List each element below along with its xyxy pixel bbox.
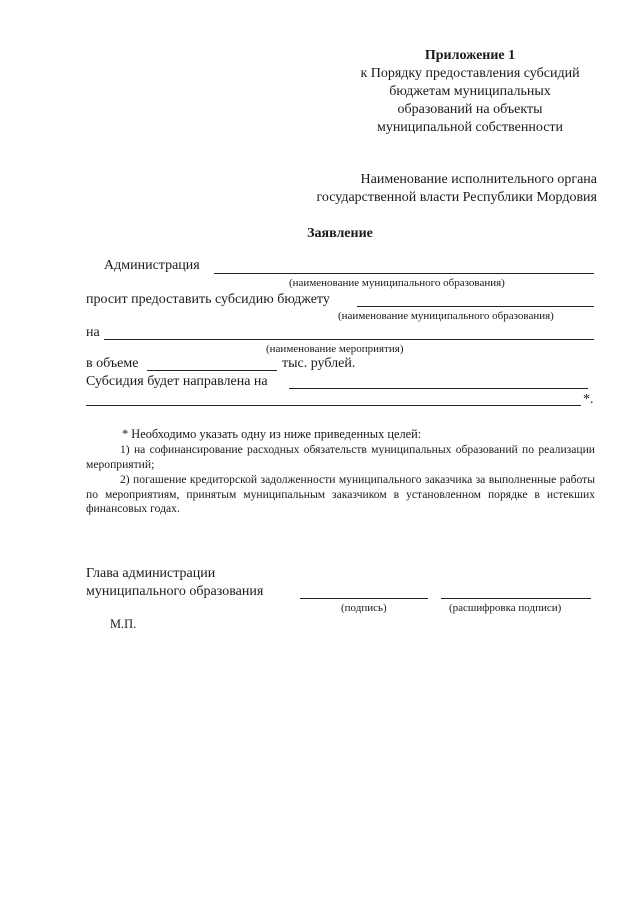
- administration-field-line: [214, 273, 594, 274]
- on-label: на: [86, 325, 100, 340]
- request-label: просит предоставить субсидию бюджету: [86, 292, 330, 307]
- note-item-1-paragraph: [86, 443, 595, 472]
- event-field-line: [104, 339, 594, 340]
- signature-line: [300, 598, 428, 599]
- decoding-hint: (расшифровка подписи): [449, 602, 562, 614]
- authority-line-1: Наименование исполнительного органа: [360, 172, 597, 187]
- appendix-line-4: муниципальной собственности: [376, 120, 564, 135]
- volume-field-line: [147, 370, 277, 371]
- appendix-line-2: бюджетам муниципальных: [389, 84, 551, 99]
- note-item-2-paragraph: [86, 473, 595, 517]
- note-item-2: 2) погашение кредиторской задолженности муниципального заказчика за выполненные работы по мероприятиям, принятым муниципальным заказчиком в установленном порядке в истекших финансовых годах.: [86, 473, 595, 516]
- administration-label: Администрация: [104, 258, 200, 273]
- municipality-hint-2: (наименование муниципального образования): [338, 310, 554, 322]
- note-item-1: 1) на софинансирование расходных обязательств муниципальных образований по реализации мероприятий;: [86, 443, 595, 471]
- stamp-place: М.П.: [110, 617, 137, 631]
- event-hint: (наименование мероприятия): [266, 343, 404, 355]
- request-field-line: [357, 306, 594, 307]
- signature-hint: (подпись): [341, 602, 387, 614]
- appendix-line-1: к Порядку предоставления субсидий: [360, 66, 580, 81]
- decoding-line: [441, 598, 591, 599]
- directed-label: Субсидия будет направлена на: [86, 374, 268, 389]
- authority-line-2: государственной власти Республики Мордовия: [316, 190, 597, 205]
- volume-unit: тыс. рублей.: [282, 356, 356, 371]
- end-mark: *.: [583, 392, 594, 407]
- appendix-title: Приложение 1: [424, 48, 516, 63]
- document-heading: Заявление: [307, 226, 373, 241]
- appendix-line-3: образований на объекты: [397, 102, 543, 117]
- head-title-line-2: муниципального образования: [86, 584, 264, 599]
- volume-label: в объеме: [86, 356, 139, 371]
- directed-field-line: [289, 388, 588, 389]
- directed-field-line-2: [86, 405, 581, 406]
- municipality-hint: (наименование муниципального образования): [289, 277, 505, 289]
- head-title-line-1: Глава администрации: [86, 566, 216, 581]
- note-intro: * Необходимо указать одну из ниже приведенных целей:: [122, 427, 422, 441]
